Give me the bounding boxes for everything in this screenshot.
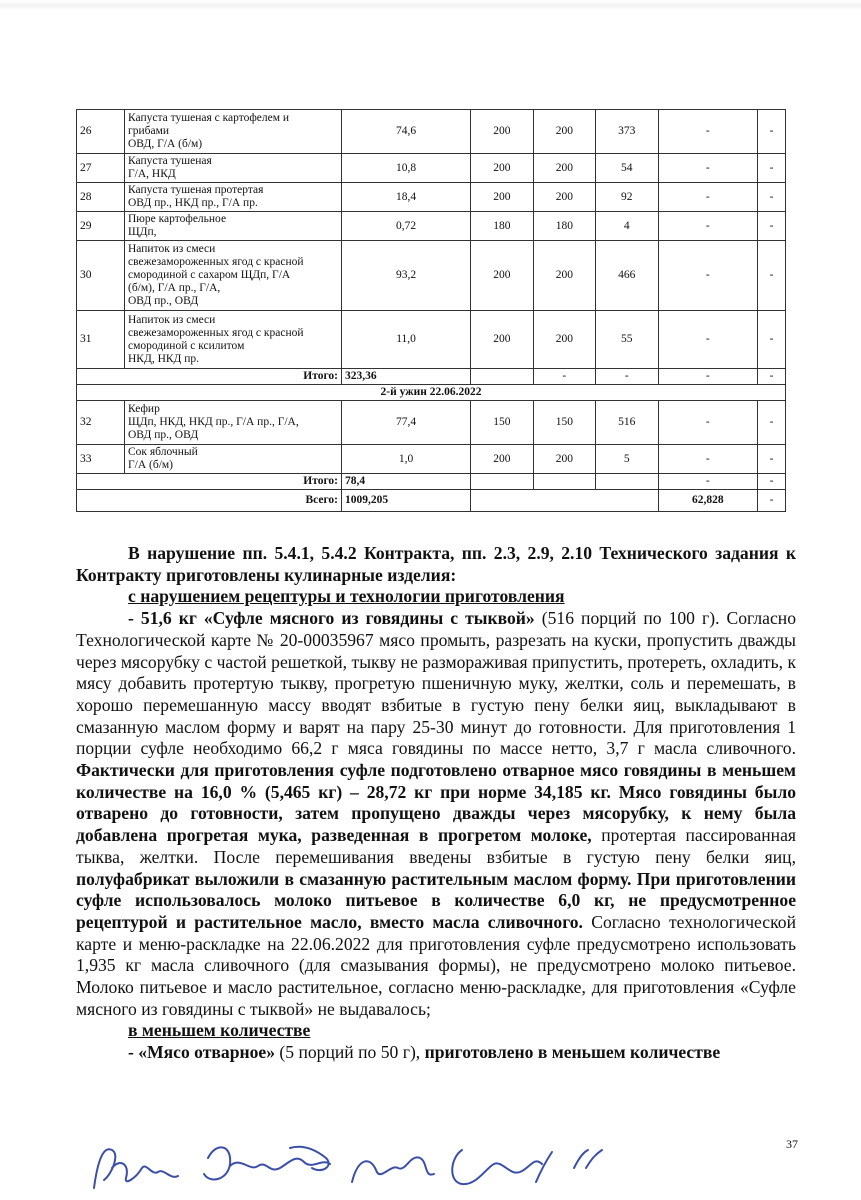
value-cell: 10,8 (342, 154, 471, 183)
souffle-violation-text: полуфабрикат выложили в смазанную растительным маслом форму. При приготовлении суфле использовалось молоко питьевое в количестве 6,0 кг, не предусмотренное рецептурой и растительное масло, вместо масла сливочного. (76, 868, 796, 932)
dish-name: Сок яблочный Г/А (б/м) (125, 445, 342, 474)
value-cell: - (658, 212, 758, 241)
row-number: 31 (77, 311, 125, 369)
meal-section-title: 2-й ужин 22.06.2022 (77, 385, 786, 401)
value-cell: - (658, 154, 758, 183)
table-row (77, 445, 786, 474)
value-cell: 200 (471, 445, 533, 474)
value-cell: 200 (533, 445, 595, 474)
value-cell: - (596, 369, 658, 385)
table-row (77, 241, 786, 311)
value-cell: 200 (471, 110, 533, 154)
boiled-meat-portions: (5 порций по 50 г), (275, 1042, 425, 1063)
value-cell: - (758, 241, 786, 311)
value-cell: 92 (596, 183, 658, 212)
value-cell: 180 (533, 212, 595, 241)
grand-total-value-2: 62,828 (658, 490, 758, 512)
grand-total-row (77, 490, 786, 512)
subtotal-row (77, 369, 786, 385)
souffle-title: - 51,6 кг «Суфле мясного из говядины с тыквой» (128, 608, 535, 629)
row-number: 29 (77, 212, 125, 241)
value-cell: - (758, 401, 786, 445)
value-cell: - (658, 401, 758, 445)
souffle-recipe-text: (516 порций по 100 г). Согласно Технологической карте № 20-00035967 мясо промыть, разрезать на куски, пропустить дважды через мясорубку с частой решеткой, тыкву не размораживая припустить, протереть, охладить, к мясу добавить протертую тыкву, прогретую пшеничную муку, желтки, соль и перемешать, в хорошо перемешанную массу вводят взбитые в густую пену белки яиц, выкладывают в смазанную маслом форму и варят на пару 25-30 минут до готовности. Для приготовления 1 порции суфле необходимо 66,2 г мяса говядины по массе нетто, 3,7 г масла сливочного. (76, 608, 796, 759)
value-cell: - (658, 183, 758, 212)
value-cell: - (658, 241, 758, 311)
value-cell (471, 369, 533, 385)
page-number: 37 (786, 1137, 798, 1151)
menu-table (76, 109, 786, 512)
value-cell: - (658, 474, 758, 490)
boiled-meat-title: - «Мясо отварное» (128, 1042, 276, 1063)
value-cell: - (658, 369, 758, 385)
scan-top-edge (0, 0, 861, 10)
value-cell: 0,72 (342, 212, 471, 241)
value-cell: - (758, 311, 786, 369)
value-cell: 74,6 (342, 110, 471, 154)
value-cell: 11,0 (342, 311, 471, 369)
value-cell: 516 (596, 401, 658, 445)
dish-name: Напиток из смеси свежезамороженных ягод с красной смородиной с ксилитом НКД, НКД пр. (125, 311, 342, 369)
souffle-fact-text: Фактически для приготовления суфле подготовлено отварное мясо говядины в меньшем количестве на 16,0 % (5,465 кг) – 28,72 кг при норме 34,185 кг. Мясо говядины было отварено до готовности, затем пропущено дважды через мясорубку, к нему была добавлена прогретая мука, разведенная в прогретом молоке, (76, 760, 796, 846)
value-cell: 150 (471, 401, 533, 445)
body-text (76, 543, 796, 1064)
empty-cell (471, 490, 658, 512)
violation-heading: В нарушение пп. 5.4.1, 5.4.2 Контракта, пп. 2.3, 2.9, 2.10 Технического задания к Контракту приготовлены кулинарные изделия: (76, 543, 796, 585)
value-cell: 200 (471, 154, 533, 183)
value-cell: - (758, 183, 786, 212)
subheading-less-quantity: в меньшем количестве (128, 1020, 311, 1041)
value-cell: 150 (533, 401, 595, 445)
row-number: 26 (77, 110, 125, 154)
value-cell: - (658, 110, 758, 154)
value-cell: - (758, 474, 786, 490)
subtotal-label: Итого: (77, 369, 342, 385)
grand-total-value: 1009,205 (342, 490, 471, 512)
value-cell: - (758, 490, 786, 512)
value-cell: - (758, 445, 786, 474)
value-cell: 466 (596, 241, 658, 311)
value-cell (533, 474, 595, 490)
dish-name: Пюре картофельное ЩДп, (125, 212, 342, 241)
value-cell: 77,4 (342, 401, 471, 445)
souffle-process-text: протертая пассированная тыква, желтки. После перемешивания введены взбитые в густую пену белки яиц, (76, 825, 796, 867)
table-row (77, 212, 786, 241)
value-cell: - (658, 311, 758, 369)
value-cell: 4 (596, 212, 658, 241)
dish-name: Кефир ЩДп, НКД, НКД пр., Г/А пр., Г/А, ОВД пр., ОВД (125, 401, 342, 445)
value-cell: 200 (533, 154, 595, 183)
table-row (77, 154, 786, 183)
subtotal-label: Итого: (77, 474, 342, 490)
boiled-meat-violation: приготовлено в меньшем количестве (424, 1042, 721, 1063)
dish-name: Капуста тушеная протертая ОВД пр., НКД пр., Г/А пр. (125, 183, 342, 212)
value-cell: 5 (596, 445, 658, 474)
value-cell: 18,4 (342, 183, 471, 212)
row-number: 33 (77, 445, 125, 474)
value-cell: 54 (596, 154, 658, 183)
value-cell: 93,2 (342, 241, 471, 311)
value-cell: - (758, 212, 786, 241)
table-row (77, 183, 786, 212)
row-number: 30 (77, 241, 125, 311)
value-cell: 373 (596, 110, 658, 154)
meal-section-row (77, 385, 786, 401)
value-cell: 55 (596, 311, 658, 369)
dish-name: Капуста тушеная Г/А, НКД (125, 154, 342, 183)
value-cell: - (758, 154, 786, 183)
value-cell (596, 474, 658, 490)
handwritten-signatures (90, 1128, 610, 1200)
value-cell: 200 (471, 241, 533, 311)
subtotal-value: 78,4 (342, 474, 471, 490)
value-cell: - (758, 110, 786, 154)
subtotal-value: 323,36 (342, 369, 471, 385)
value-cell: 200 (533, 110, 595, 154)
row-number: 27 (77, 154, 125, 183)
value-cell: 200 (471, 311, 533, 369)
value-cell: - (758, 369, 786, 385)
value-cell: - (533, 369, 595, 385)
value-cell: 200 (533, 241, 595, 311)
row-number: 28 (77, 183, 125, 212)
value-cell: 200 (533, 311, 595, 369)
dish-name: Капуста тушеная с картофелем и грибами ОВД, Г/А (б/м) (125, 110, 342, 154)
grand-total-label: Всего: (77, 490, 342, 512)
souffle-norm-text: Согласно технологической карте и меню-раскладке на 22.06.2022 для приготовления суфле предусмотрено использовать 1,935 кг масла сливочного (для смазывания формы), не предусмотрено молоко питьевое. Молоко питьевое и масло растительное, согласно меню-раскладке, для приготовления «Суфле мясного из говядины с тыквой» не выдавалось; (76, 911, 796, 1019)
value-cell: 200 (471, 183, 533, 212)
subheading-recipe-violation: с нарушением рецептуры и технологии приготовления (128, 586, 565, 607)
subtotal-row (77, 474, 786, 490)
value-cell (471, 474, 533, 490)
dish-name: Напиток из смеси свежезамороженных ягод с красной смородиной с сахаром ЩДп, Г/А (б/м), Г/А пр., Г/А, ОВД пр., ОВД (125, 241, 342, 311)
table-row (77, 110, 786, 154)
value-cell: 1,0 (342, 445, 471, 474)
table-row (77, 311, 786, 369)
row-number: 32 (77, 401, 125, 445)
value-cell: - (658, 445, 758, 474)
table-row (77, 401, 786, 445)
paragraph-boiled-meat (76, 1042, 796, 1064)
value-cell: 180 (471, 212, 533, 241)
value-cell: 200 (533, 183, 595, 212)
paragraph-souffle (76, 608, 796, 1020)
